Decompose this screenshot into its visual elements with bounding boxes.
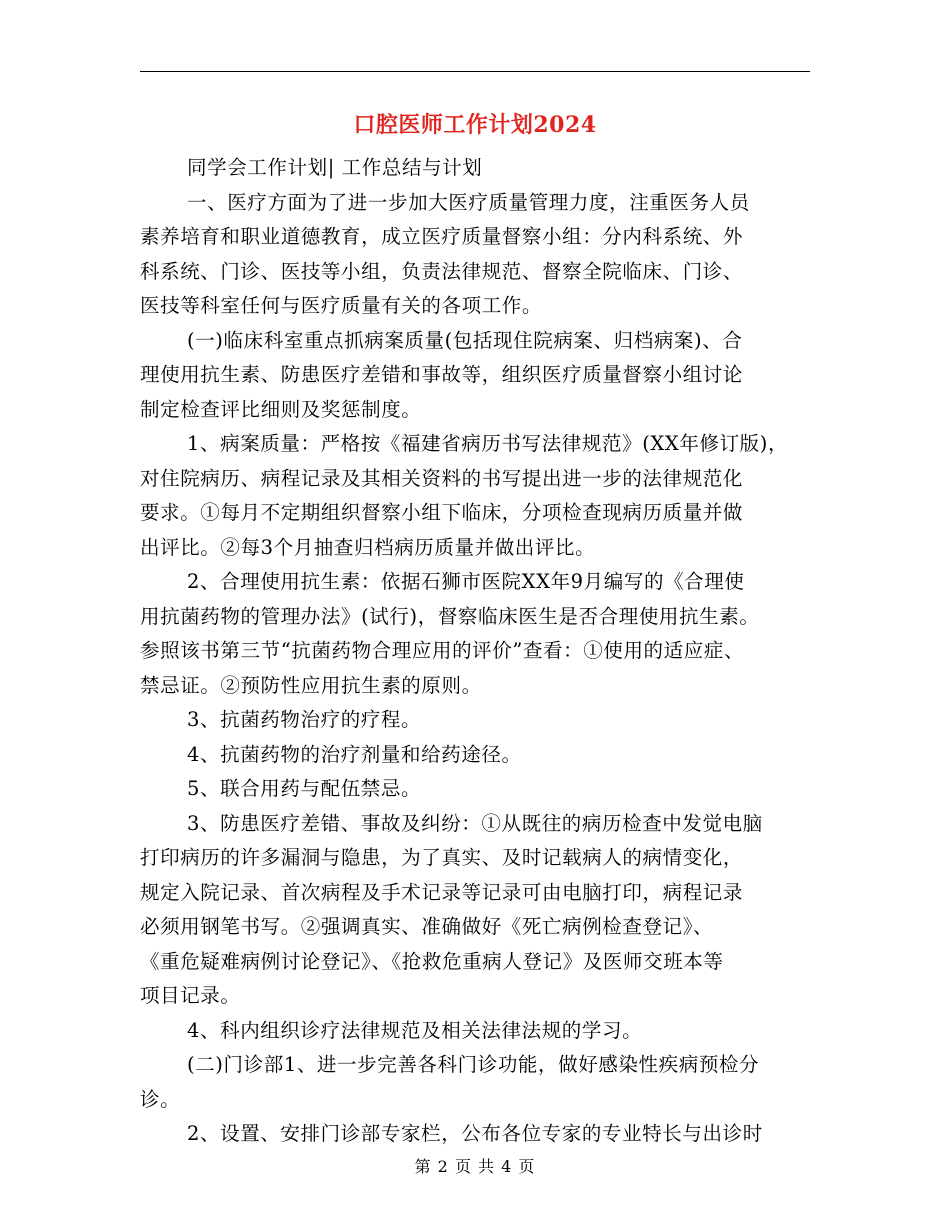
body-line: 1、病案质量：严格按《福建省病历书写法律规范》(XX年修订版)，: [187, 432, 789, 455]
document-body: [140, 151, 820, 1152]
body-line: 出评比。②每3个月抽查归档病历质量并做出评比。: [140, 535, 596, 559]
body-line: 医技等科室任何与医疗质量有关的各项工作。: [140, 294, 543, 317]
body-line: 参照该书第三节“抗菌药物合理应用的评价”查看：①使用的适应症、: [140, 639, 745, 662]
body-line: 用抗菌药物的管理办法》(试行)，督察临床医生是否合理使用抗生素。: [140, 604, 760, 628]
body-line: 2、合理使用抗生素：依据石狮市医院XX年9月编写的《合理使: [187, 570, 745, 593]
body-line: 对住院病历、病程记录及其相关资料的书写提出进一步的法律规范化: [140, 466, 744, 490]
body-line: 3、防患医疗差错、事故及纠纷：①从既往的病历检查中发觉电脑: [187, 811, 763, 835]
body-line: 4、科内组织诊疗法律规范及相关法律法规的学习。: [187, 1018, 643, 1042]
body-line: 制定检查评比细则及奖惩制度。: [140, 397, 422, 421]
page-footer: 第 2 页 共 4 页: [414, 1157, 536, 1176]
document-title: 口腔医师工作计划2024: [353, 112, 597, 138]
body-line: 一、医疗方面为了进一步加大医疗质量管理力度，注重医务人员: [187, 190, 750, 214]
body-line: 禁忌证。②预防性应用抗生素的原则。: [140, 673, 482, 697]
body-line: 3、抗菌药物治疗的疗程。: [187, 708, 422, 731]
body-line: 必须用钢笔书写。②强调真实、准确做好《死亡病例检查登记》、: [140, 915, 714, 938]
body-line: 5、联合用药与配伍禁忌。: [187, 777, 422, 800]
body-line: 同学会工作计划| 工作总结与计划: [187, 156, 483, 179]
body-line: 项目记录。: [140, 984, 241, 1007]
body-line: 规定入院记录、首次病程及手术记录等记录可由电脑打印，病程记录: [140, 880, 744, 904]
body-line: (二)门诊部1、进一步完善各科门诊功能，做好感染性疾病预检分: [187, 1053, 760, 1076]
body-line: 要求。①每月不定期组织督察小组下临床，分项检查现病历质量并做: [140, 501, 744, 524]
body-line: 2、设置、安排门诊部专家栏，公布各位专家的专业特长与出诊时: [187, 1122, 763, 1145]
body-line: 诊。: [140, 1087, 181, 1111]
body-line: 《重危疑难病例讨论登记》、《抢救危重病人登记》及医师交班本等: [140, 949, 724, 973]
body-line: 打印病历的许多漏洞与隐患，为了真实、及时记载病人的病情变化，: [140, 846, 744, 869]
body-line: 理使用抗生素、防患医疗差错和事故等，组织医疗质量督察小组讨论: [140, 363, 744, 386]
header-rule: [140, 71, 810, 72]
body-line: (一)临床科室重点抓病案质量(包括现住院病案、归档病案)、合: [187, 328, 743, 352]
body-line: 科系统、门诊、医技等小组，负责法律规范、督察全院临床、门诊、: [140, 259, 744, 283]
body-line: 4、抗菌药物的治疗剂量和给药途径。: [187, 742, 522, 766]
body-line: 素养培育和职业道德教育，成立医疗质量督察小组：分内科系统、外: [140, 225, 744, 248]
